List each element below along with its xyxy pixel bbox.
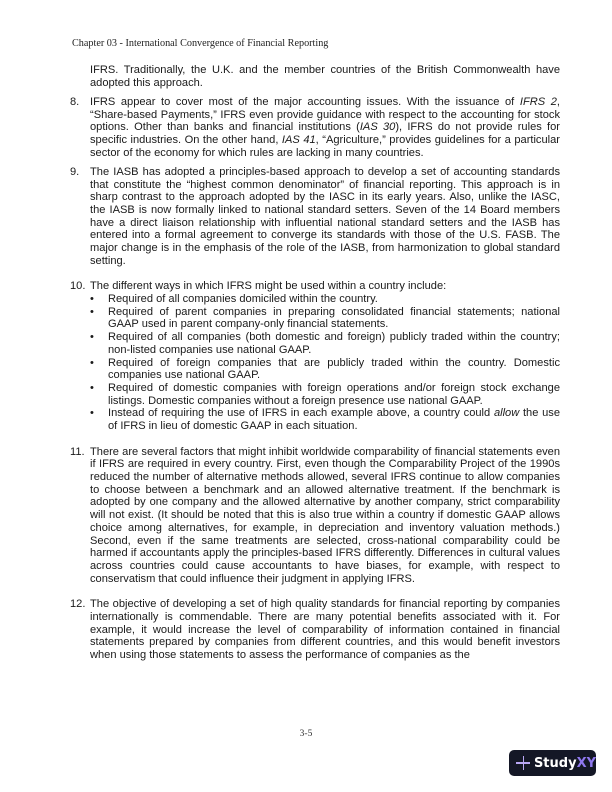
- ifrs-usage-list: [90, 293, 560, 433]
- brand-xy: XY: [576, 755, 596, 771]
- bullet-icon: •: [90, 407, 94, 420]
- list-item: • Required of foreign companies that are publicly traded within the country. Domestic companies use national GAAP.: [90, 356, 560, 382]
- list-item: • Required of all companies (both domestic and foreign) publicly traded within the country; non-listed companies use national GAAP.: [90, 331, 560, 356]
- list-item: • Required of parent companies in preparing consolidated financial statements; national GAAP used in parent company-only financial statements.: [90, 305, 560, 331]
- paragraph-12: 12. The objective of developing a set of high quality standards for financial reporting by companies internationally is commendable. There are many potential benefits associated with it. For example, it would increase the level of comparability of information contained in financial statements prepared by companies from different countries, and this would benefit investors when using those statements to assess the performance of companies as the: [70, 598, 560, 661]
- paragraph-number: 12.: [70, 598, 86, 611]
- paragraph-8: 8. IFRS appear to cover most of the major accounting issues. With the issuance of IFRS 2, “Share-based Payments,” IFRS even provide guidance with respect to the accounting for stock options. Other than banks and financial institutions (IAS 30), IFRS do not provide rules for specific industries. On the other hand, IAS 41, “Agriculture,” provides guidelines for a particular sector of the economy for which rules are lacking in many countries.: [70, 95, 560, 159]
- paragraph-10: [72, 280, 560, 432]
- bullet-icon: •: [90, 293, 94, 306]
- paragraph-number: 11.: [70, 445, 85, 458]
- paragraph-number: 10.: [70, 280, 86, 293]
- paragraph-10-lead: The different ways in which IFRS might be used within a country include:: [90, 280, 447, 293]
- document-body: [72, 64, 560, 668]
- paragraph-9: 9. The IASB has adopted a principles-based approach to develop a set of accounting standards that constitute the “highest common denominator” of financial reporting. This approach is in sharp contrast to the approach adopted by the IASC in its early years. Also, unlike the IASC, the IASB is now formally linked to national standard setters. Seven of the 14 Board members have a direct liaison relationship with influential national standard setters and the IASB has entered into a formal agreement to converge its standards with those of the U.S. FASB. The major change is in the emphasis of the role of the IASB, from harmonization to global standard setting.: [70, 165, 560, 267]
- list-item: • Required of all companies domiciled within the country.: [90, 293, 378, 306]
- list-item: • Instead of requiring the use of IFRS in each example above, a country could allow the use of IFRS in lieu of domestic GAAP in each situation.: [90, 407, 560, 433]
- plus-icon: [513, 750, 534, 776]
- paragraph-number: 9.: [70, 165, 80, 178]
- paragraph-7-continued: IFRS. Traditionally, the U.K. and the member countries of the British Commonwealth have adopted this approach.: [90, 64, 560, 89]
- studyxy-watermark[interactable]: [509, 750, 596, 776]
- bullet-icon: •: [90, 331, 94, 344]
- page-number: 3-5: [299, 729, 313, 739]
- bullet-icon: •: [90, 381, 94, 394]
- brand-study: Study: [533, 755, 577, 771]
- paragraph-number: 8.: [70, 95, 80, 108]
- bullet-icon: •: [90, 356, 94, 369]
- bullet-icon: •: [90, 305, 94, 318]
- list-item: • Required of domestic companies with foreign operations and/or foreign stock exchange listings. Domestic companies without a foreign presence use national GAAP.: [90, 381, 560, 407]
- paragraph-11: 11. There are several factors that might inhibit worldwide comparability of financial statements even if IFRS are required in every country. First, even though the Comparability Project of the 1990s reduced the number of alternative methods allowed, several IFRS continue to allow companies to choose between a benchmark and an allowed alternative treatment. If the benchmark is adopted by one company and the allowed alternative by another company, strict comparability will not exist. (It should be noted that this is also true within a country if domestic GAAP allows choice among alternatives, for example, in depreciation and inventory valuation methods.) Second, even if the same treatments are selected, cross-national comparability could be harmed if accountants apply the principles-based IFRS differently. Differences in cultural values across countries could cause accountants to have biases, for example, with respect to conservatism that could influence their judgment in applying IFRS.: [70, 445, 560, 585]
- chapter-header: Chapter 03 - International Convergence of Financial Reporting: [72, 38, 329, 49]
